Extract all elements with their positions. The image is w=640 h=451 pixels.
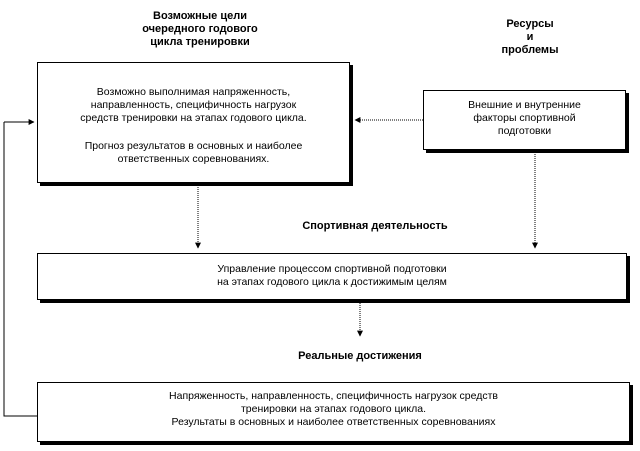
real-achievements-label: Реальные достижения (298, 350, 422, 362)
results-box-text: Напряженность, направленность, специфичность нагрузок средств тренировки на этапах годового цикла. Результаты в основных и наиболее ответственных соревнованиях (169, 390, 498, 428)
resources-title: Ресурсы и проблемы (501, 18, 559, 56)
management-box-text: Управление процессом спортивной подготовки на этапах годового цикла к достижимым целям (217, 263, 447, 288)
feedback-loop-line (4, 122, 38, 416)
sport-activity-label: Спортивная деятельность (302, 220, 448, 232)
goals-box-text-2: Прогноз результатов в основных и наиболее ответственных соревнованиях. (84, 140, 303, 165)
goals-title: Возможные цели очередного годового цикла тренировки (142, 10, 258, 48)
resources-box-text: Внешние и внутренние факторы спортивной подготовки (468, 99, 581, 137)
goals-box-text-1: Возможно выполнимая напряженность, направленность, специфичность нагрузок средств тренировки на этапах годового цикла. (80, 86, 307, 124)
